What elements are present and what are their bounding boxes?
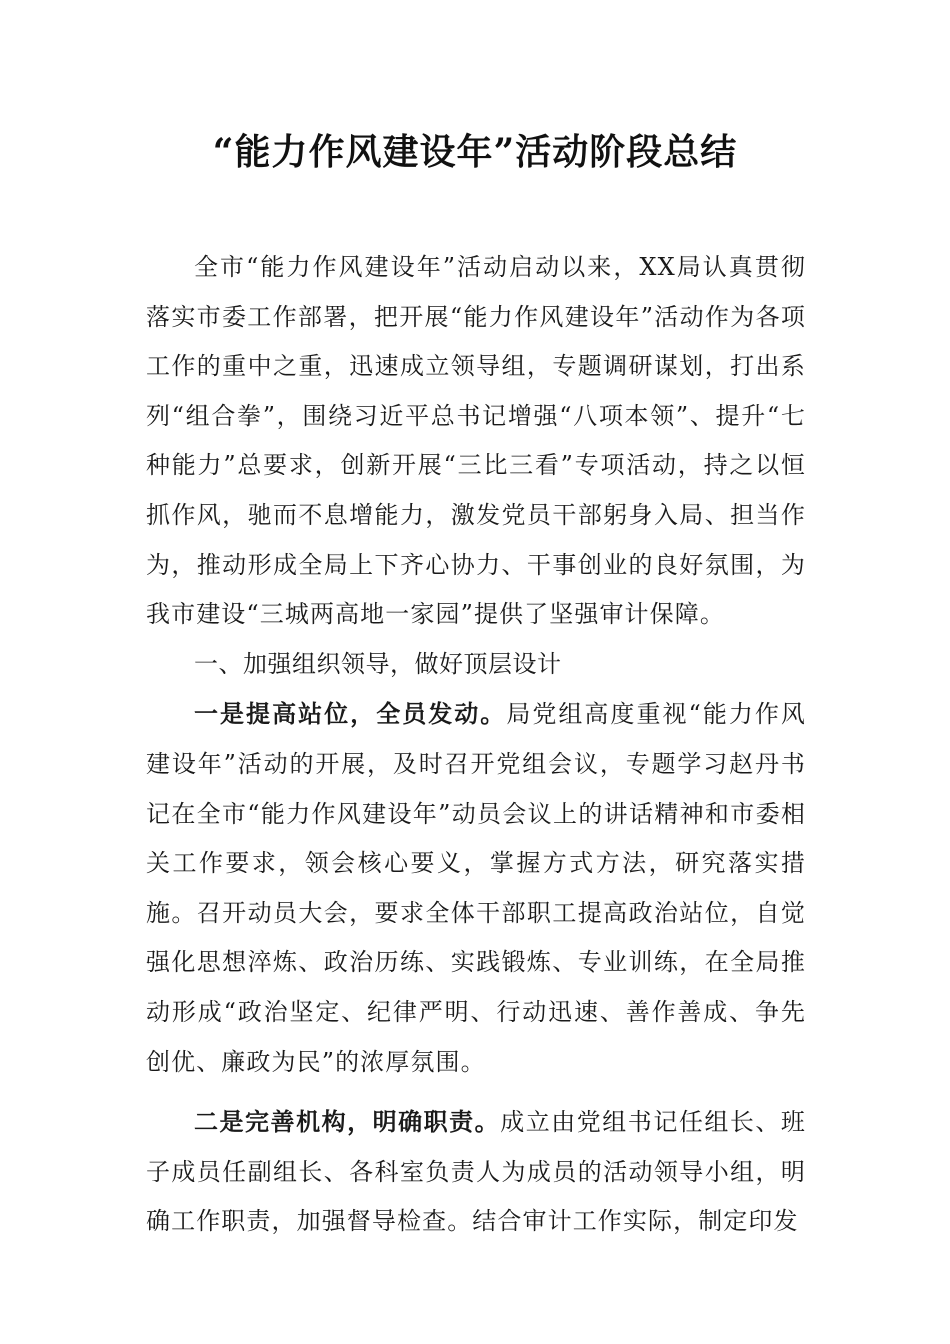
intro-paragraph: 全市“能力作风建设年”活动启动以来，XX局认真贯彻落实市委工作部署，把开展“能力作风建设年”活动作为各项工作的重中之重，迅速成立领导组，专题调研谋划，打出系列“组合拳”，围绕习近平总书记增强“八项本领”、提升“七种能力”总要求，创新开展“三比三看”专项活动，持之以恒抓作风，驰而不息增能力，激发党员干部躬身入局、担当作为，推动形成全局上下齐心协力、干事创业的良好氛围，为我市建设“三城两高地一家园”提供了坚强审计保障。 [146,253,806,629]
item-text-1: 局党组高度重视“能力作风建设年”活动的开展，及时召开党组会议，专题学习赵丹书记在全市“能力作风建设年”动员会议上的讲话精神和市委相关工作要求，领会核心要义，掌握方式方法，研究落实措施。召开动员大会，要求全体干部职工提高政治站位，自觉强化思想淬炼、政治历练、实践锻炼、专业训练，在全局推动形成“政治坚定、纪律严明、行动迅速、善作善成、争先创优、廉政为民”的浓厚氛围。 [146,700,806,1076]
item-lead-1: 一是提高站位，全员发动。 [194,699,507,729]
item-paragraph-1 [146,689,806,1087]
item-paragraph-2 [146,1097,806,1247]
item-text-2: 成立由党组书记任组长、班子成员任副组长、各科室负责人为成员的活动领导小组，明确工作职责，加强督导检查。结合审计工作实际，制定印发 [146,1108,807,1236]
section-heading: 一、加强组织领导，做好顶层设计 [194,649,562,678]
document-title: “能力作风建设年”活动阶段总结 [212,131,738,173]
document-body [146,243,806,1247]
item-lead-2: 二是完善机构，明确职责。 [194,1107,501,1137]
